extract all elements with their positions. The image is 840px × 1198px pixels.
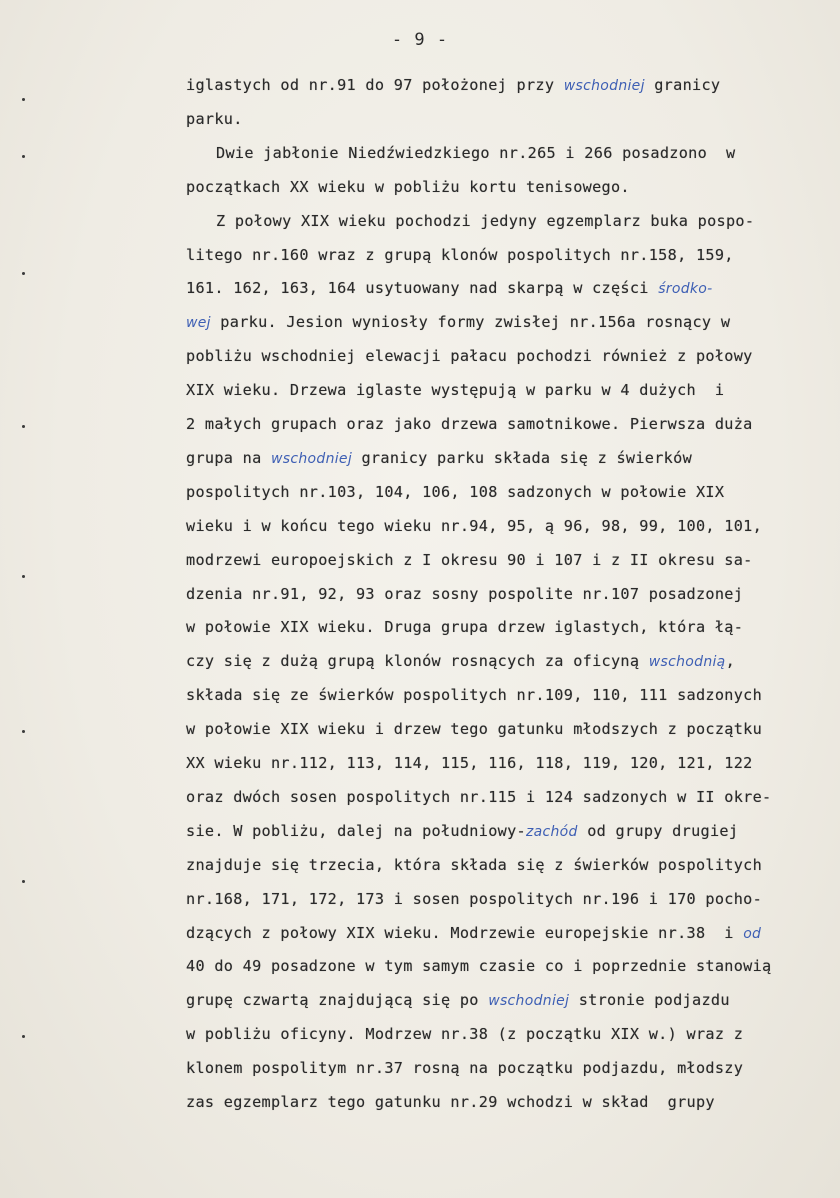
handwritten-correction: od xyxy=(743,925,762,942)
typed-text: początkach XX wieku w pobliżu kortu tenisowego. xyxy=(186,177,630,196)
text-line xyxy=(186,346,753,366)
text-line xyxy=(186,990,730,1011)
handwritten-correction: wschodniej xyxy=(488,993,570,1010)
margin-punch-mark xyxy=(22,98,25,101)
handwritten-correction: wschodniej xyxy=(271,450,353,467)
typed-text: Z połowy XIX wieku pochodzi jedyny egzemplarz buka pospo- xyxy=(216,211,755,230)
typed-text: stronie podjazdu xyxy=(569,991,730,1010)
text-line xyxy=(186,889,762,909)
typed-text: klonem pospolitym nr.37 rosną na początku podjazdu, młodszy xyxy=(186,1059,744,1078)
text-line xyxy=(186,719,762,739)
typed-text: sie. W pobliżu, dalej na południowy- xyxy=(186,821,526,840)
text-line xyxy=(186,855,762,875)
typed-text: w połowie XIX wieku. Druga grupa drzew iglastych, która łą- xyxy=(186,618,744,637)
text-line xyxy=(186,109,243,129)
text-line xyxy=(186,448,692,469)
typed-text: dzących z połowy XIX wieku. Modrzewie europejskie nr.38 i xyxy=(186,923,744,942)
typed-text: wieku i w końcu tego wieku nr.94, 95, ą 96, 98, 99, 100, 101, xyxy=(186,516,763,535)
text-line xyxy=(186,923,761,944)
typed-text: od grupy drugiej xyxy=(577,821,739,840)
margin-punch-mark xyxy=(22,155,25,158)
typed-text: pospolitych nr.103, 104, 106, 108 sadzonych w połowie XIX xyxy=(186,482,725,501)
typed-text: parku. xyxy=(186,109,243,128)
typed-text: XIX wieku. Drzewa iglaste występują w parku w 4 dużych i xyxy=(186,381,725,400)
margin-punch-mark xyxy=(22,1035,25,1038)
text-line xyxy=(186,380,724,400)
typed-text: grupa na xyxy=(186,448,271,467)
text-line xyxy=(216,143,735,163)
text-line xyxy=(186,956,772,976)
margin-punch-mark xyxy=(22,272,25,275)
typed-text: pobliżu wschodniej elewacji pałacu pochodzi również z połowy xyxy=(186,347,753,366)
typed-text: modrzewi europoejskich z I okresu 90 i 107 i z II okresu sa- xyxy=(186,550,753,569)
typed-text: w połowie XIX wieku i drzew tego gatunku młodszych z początku xyxy=(186,720,763,739)
text-line xyxy=(186,685,762,705)
typed-text: 161. 162, 163, 164 usytuowany nad skarpą w części xyxy=(186,279,659,298)
text-line xyxy=(186,651,735,672)
text-line xyxy=(186,516,762,536)
text-line xyxy=(186,787,772,807)
typed-text: 2 małych grupach oraz jako drzewa samotnikowe. Pierwsza duża xyxy=(186,415,753,433)
typed-text: grupę czwartą znajdującą się po xyxy=(186,991,489,1010)
handwritten-correction: wschodnią xyxy=(648,654,726,671)
text-line xyxy=(186,821,738,842)
margin-punch-mark xyxy=(22,575,25,578)
typed-text: znajduje się trzecia, która składa się z świerków pospolitych xyxy=(186,855,763,874)
handwritten-correction: wej xyxy=(186,315,211,332)
typed-text: dzenia nr.91, 92, 93 oraz sosny pospolite nr.107 posadzonej xyxy=(186,584,744,603)
text-line xyxy=(216,211,754,231)
text-line xyxy=(186,245,734,265)
margin-punch-mark xyxy=(22,425,25,428)
handwritten-correction: środko- xyxy=(658,281,713,298)
typed-text: litego nr.160 wraz z grupą klonów pospolitych nr.158, 159, xyxy=(186,245,734,264)
typed-text: zas egzemplarz tego gatunku nr.29 wchodzi w skład grupy xyxy=(186,1093,715,1111)
typed-text: oraz dwóch sosen pospolitych nr.115 i 124 sadzonych w II okre- xyxy=(186,787,772,806)
text-line xyxy=(186,278,713,299)
typed-text: czy się z dużą grupą klonów rosnących za oficyną xyxy=(186,652,649,671)
margin-punch-mark xyxy=(22,880,25,883)
typed-text: parku. Jesion wyniosły formy zwisłej nr.156a rosnący w xyxy=(210,313,731,332)
typed-text: granicy xyxy=(644,76,721,94)
text-line xyxy=(186,1024,743,1044)
text-line xyxy=(186,1058,743,1078)
typed-text: XX wieku nr.112, 113, 114, 115, 116, 118, 119, 120, 121, 122 xyxy=(186,754,753,772)
handwritten-correction: wschodniej xyxy=(563,78,645,94)
text-line xyxy=(186,312,730,333)
margin-punch-mark xyxy=(22,730,25,733)
text-line xyxy=(186,414,753,434)
typed-text: składa się ze świerków pospolitych nr.109, 110, 111 sadzonych xyxy=(186,686,763,705)
typed-text: granicy parku składa się z świerków xyxy=(352,448,693,467)
text-line xyxy=(186,617,743,637)
text-line xyxy=(186,584,743,604)
text-line xyxy=(186,753,753,773)
typed-text: w pobliżu oficyny. Modrzew nr.38 (z początku XIX w.) wraz z xyxy=(186,1025,744,1044)
text-line xyxy=(186,75,720,96)
typed-text: iglastych od nr.91 do 97 położonej przy xyxy=(186,76,564,94)
text-line xyxy=(186,550,753,570)
typed-text: Dwie jabłonie Niedźwiedzkiego nr.265 i 266 posadzono w xyxy=(216,143,736,162)
typed-text: , xyxy=(725,652,736,671)
handwritten-correction: zachód xyxy=(525,823,578,840)
text-line xyxy=(186,1092,715,1112)
typed-text: 40 do 49 posadzone w tym samym czasie co i poprzednie stanowią xyxy=(186,957,772,976)
text-line xyxy=(186,482,724,502)
typed-text: nr.168, 171, 172, 173 i sosen pospolitych nr.196 i 170 pocho- xyxy=(186,889,763,908)
page-number: - 9 - xyxy=(391,30,449,50)
text-line xyxy=(186,177,630,197)
